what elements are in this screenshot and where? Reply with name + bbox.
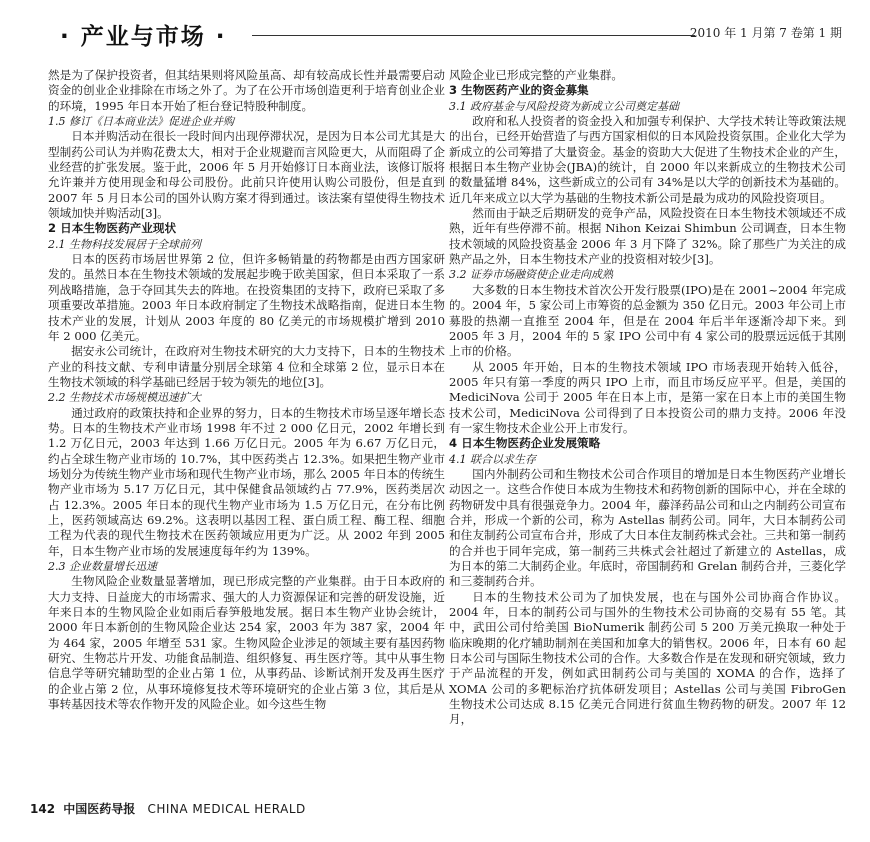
left-column-paragraph: 日本并购活动在很长一段时间内出现停滞状况，是因为日本公司尤其是大型制药公司认为并购花费太大，相对于企业规避而言风险更大，从而阻碍了企业经营的扩张发展。鉴于此，2006 年 5 月开始修订日本商业法，该修订版将允许兼并方使用现金和母公司股份。此前只许使用认购公司股份，但是直到 2007 年 5 月日本公司的国外认购方案才得到通过。该法案有望使得生物技术领域加快并购活动[3]。	[48, 129, 445, 221]
issue-info: 2010 年 1 月第 7 卷第 1 期	[689, 26, 842, 40]
left-column-paragraph: 据安永公司统计，在政府对生物技术研究的大力支持下，日本的生物技术产业的科技文献、专利申请量分别居全球第 4 位和全球第 2 位，显示日本在生物技术领域的科学基础已经居于较为领先的地位[3]。	[48, 344, 445, 389]
right-column-paragraph: 然而由于缺乏后期研发的竞争产品，风险投资在日本生物技术领域还不成熟，近年有些停滞不前。根据 Nihon Keizai Shimbun 公司调查，日本生物技术领域的风险投资基金 2006 年 3 月下降了 32%。除了那些广为关注的成熟产品之外，日本生物技术产业的投资相对较少[3]。	[449, 206, 846, 267]
page-header	[30, 18, 842, 50]
right-column-paragraph: 国内外制药公司和生物技术公司合作项目的增加是日本生物医药产业增长动因之一。这些合作使日本成为生物技术和药物创新的国际中心，并在全球的药物研发中具有很强竞争力。2004 年，藤泽药品公司和山之内制药公司宣布合并，形成一个新的公司，称为 Astellas 制药公司。同年，大日本制药公司和住友制药公司宣布合并，形成了大日本住友制药株式会社。三共和第一制药的合并也于同年完成，第一制药三共株式会社超过了新建立的 Astellas，成为日本的第二大制药企业。年底时，帝国制药和 Grelan 制药合并，三菱化学和三菱制药合并。	[449, 466, 846, 589]
left-column-heading: 2 日本生物医药产业现状	[48, 221, 177, 236]
left-column-heading: 2.3 企业数量增长迅速	[48, 560, 157, 573]
right-column-paragraph: 从 2005 年开始，日本的生物技术领域 IPO 市场表现开始转入低谷，2005 年只有第一季度的两只 IPO 上市，而且市场反应平平。但是，美国的 MediciNova 公司于 2005 年在日本上市，是第一家在日本上市的美国生物技术公司，MediciNova 公司得到了日本投资公司的鼎力支持。2006 年没有一家生物技术企业公开上市发行。	[449, 359, 846, 435]
section-title: · 产业与市场 ·	[60, 24, 227, 50]
left-column-heading: 2.1 生物科技发展居于全球前列	[48, 237, 201, 251]
right-column-paragraph: 日本的生物技术公司为了加快发展，也在与国外公司协商合作协议。2004 年，日本的制药公司与国外的生物技术公司协商的交易有 55 笔。其中，武田公司付给美国 BioNumerik 制药公司 5 200 万美元换取一种处于临床晚期的化疗辅助制剂在美国和加拿大的销售权。2006 年，日本有 60 起日本公司与国际生物技术公司的合作。大多数合作是在发现和研究领域，致力于产品流程的开发，例如武田制药公司与美国的 XOMA 的合作，选择了 XOMA 公司的多靶标治疗抗体研发项目；Astellas 公司与美国 FibroGen 生物技术公司达成 8.15 亿美元合同进行贫血生物药物的研发。2007 年 12 月，	[449, 589, 846, 727]
right-column-heading: 3 生物医药产业的资金募集	[449, 83, 589, 98]
right-column-heading: 3.1 政府基金与风险投资为新成立公司奠定基础	[449, 99, 679, 113]
page-footer	[30, 800, 306, 817]
left-column-paragraph: 通过政府的政策扶持和企业界的努力，日本的生物技术市场呈逐年增长态势。日本的生物技术产业市场 1998 年不过 2 000 亿日元，2002 年增长到 1.2 万亿日元，2003 年达到 1.66 万亿日元。2005 年为 6.67 万亿日元，约占全球生物产业市场的 10.7%，其中医药类占 12.3%。如果把生物产业市场划分为传统生物产业市场和现代生物产业市场，那么 2005 年日本的传统生物产业市场为 5.17 万亿日元，其中保健食品领域约占 77.9%，医药类居次占 12.3%。2005 年日本的现代生物产业市场为 1.5 万亿日元，在分布比例上，医药领域高达 69.2%。这表明以基因工程、蛋白质工程、酶工程、细胞工程为代表的现代生物技术在医药领域应用更为广泛。从 2002 年到 2005 年，日本生物产业市场的发展速度每年约为 139%。	[48, 405, 445, 558]
journal-name: 中国医药导报	[63, 802, 136, 816]
left-column-heading: 2.2 生物技术市场规模迅速扩大	[48, 391, 201, 405]
right-column-paragraph: 风险企业已形成完整的产业集群。	[449, 68, 623, 82]
left-column-heading: 1.5 修订《日本商业法》促进企业并购	[48, 115, 234, 129]
right-column-heading: 4.1 联合以求生存	[449, 452, 536, 466]
right-column-paragraph: 大多数的日本生物技术首次公开发行股票(IPO)是在 2001~2004 年完成的。2004 年，5 家公司上市筹资的总金额为 350 亿日元。2003 年公司上市募股的热潮一直推至 2004 年，但是在 2004 年后半年逐渐冷却下来。到 2005 年 3 月，2004 年的 5 家 IPO 公司中有 4 家公司的股票远远低于其刚上市的价格。	[449, 282, 846, 359]
right-column-heading: 4 日本生物医药企业发展策略	[449, 436, 601, 451]
left-column-paragraph: 然是为了保护投资者，但其结果则将风险虽高、却有较高成长性并最需要启动资金的创业企业排除在市场之外了。为了在公开市场创造更利于培育创业企业的环境，1995 年日本开始了柜台登记特股种制度。	[48, 68, 445, 113]
right-column-paragraph: 政府和私人投资者的资金投入和加强专利保护、大学技术转让等政策法规的出台，已经开始营造了与西方国家相似的日本风险投资氛围。企业化大学为新成立的公司筹措了大量资金。基金的资助大大促进了生物技术企业的产生，根据日本生物产业协会(JBA)的统计，自 2000 年以来新成立的生物技术公司的数量猛增 84%，这些新成立的公司有 34%是以大学的创新技术为基础的。近几年来成立以大学为基础的生物技术新公司是最为成功的风险投资项目。	[449, 114, 846, 205]
left-column-paragraph: 生物风险企业数量显著增加，现已形成完整的产业集群。由于日本政府的大力支持、日益庞大的市场需求、强大的人力资源保证和完善的研发设施，近年来日本的生物风险企业如雨后春笋般地发展。据日本生物产业协会统计，2000 年日本新创的生物风险企业达 254 家，2003 年为 387 家，2004 年为 464 家，2005 年增至 531 家。生物风险企业涉足的领域主要有基因药物研究、生物芯片开发、功能食品制造、组织修复、再生医疗等。其中从事生物信息学等研究辅助型的企业占第 1 位，从事药品、诊断试剂开发及再生医疗的企业占第 2 位，从事环境修复技术等环境研究的企业占第 3 位，其后是从事转基因技术等农作物开发的风险企业。如今这些生物	[48, 574, 445, 712]
right-column-heading: 3.2 证券市场融资使企业走向成熟	[449, 268, 613, 282]
header-rule	[252, 35, 695, 36]
left-column-paragraph: 日本的医药市场居世界第 2 位，但许多畅销量的药物都是由西方国家研发的。虽然日本在生物技术领域的发展起步晚于欧美国家，但日本采取了一系列战略措施，急于夺回其失去的阵地。在投资集团的支持下，政府已采取了多项重要改革措施。2003 年日本政府制定了生物技术战略指南，促进日本生物技术产业的发展，计划从 2003 年度的 80 亿美元的市场规模扩增到 2010 年 2 000 亿美元。	[48, 252, 445, 343]
page-number: 142	[30, 802, 56, 816]
journal-name-en: CHINA MEDICAL HERALD	[147, 802, 306, 816]
right-column	[449, 68, 846, 728]
left-column	[48, 68, 445, 712]
